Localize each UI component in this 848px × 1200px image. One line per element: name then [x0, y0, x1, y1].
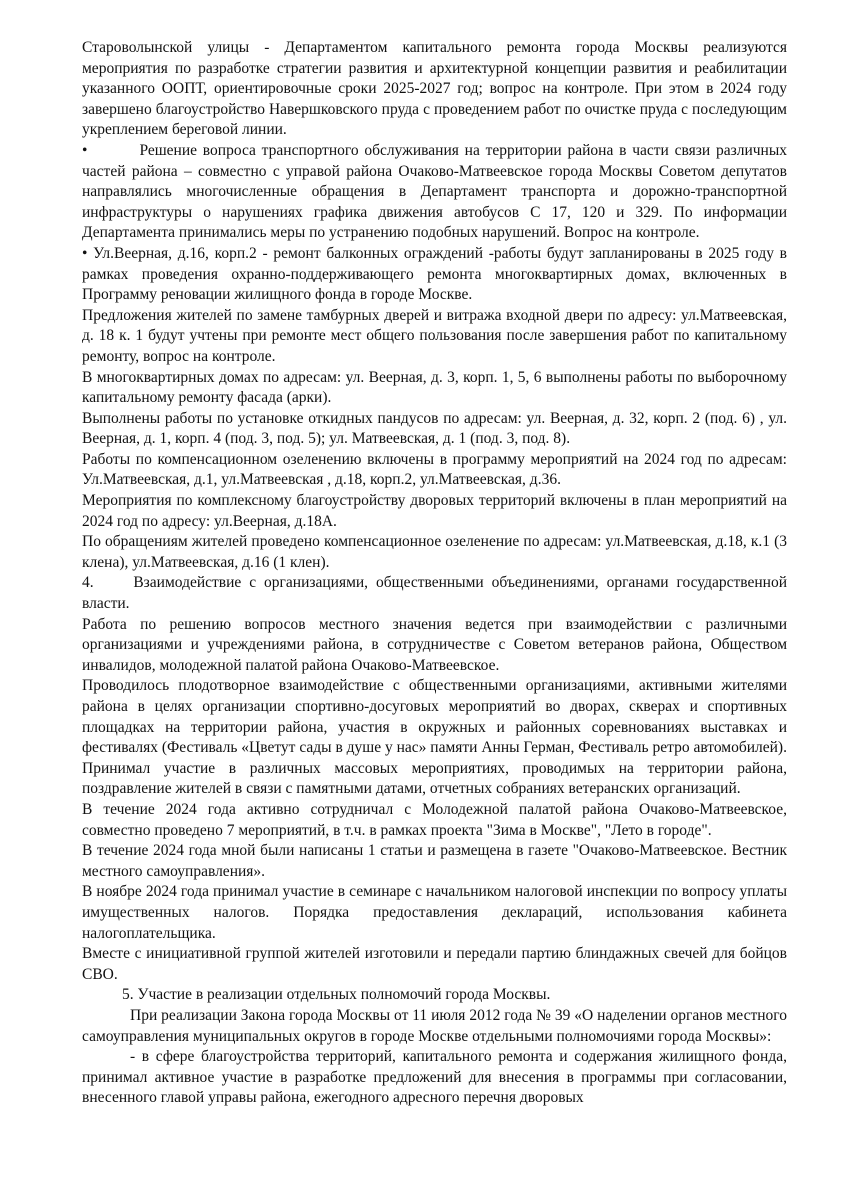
paragraph-facade-repair: В многоквартирных домах по адресам: ул. Веерная, д. 3, корп. 1, 5, 6 выполнены работы по выборочному капитальному ремонту фасада (арки). — [82, 368, 787, 407]
paragraph-public-organizations: Проводилось плодотворное взаимодействие с общественными организациями, активными жителями района в целях организации спортивно‑досуговых мероприятий во дворах, скверах и спортивных площадках на территории района, участия в окружных и районных соревнованиях выставках и фестивалях (Фестиваль «Цветут сады в душе у нас» памяти Анны Герман, Фестиваль ретро автомобилей). — [82, 677, 787, 757]
paragraph-improvement-sphere: - в сфере благоустройства территорий, капитального ремонта и содержания жилищного фонда, принимал активное участие в разработке предложений для внесения в программы при согласовании, внесенного главой управы района, ежегодного адресного перечня дворовых — [82, 1048, 787, 1107]
paragraph-staravolynskaya: Староволынской улицы - Департаментом капитального ремонта города Москвы реализуются мероприятия по разработке стратегии развития и архитектурной концепции развития и реабилитации указанного ООПТ, ориентировочные сроки 2025-2027 год; вопрос на контроле. При этом в 2024 году завершено благоустройство Навершковского пруда с проведением работ по очистке пруда с последующим укреплением береговой линии. — [82, 39, 787, 139]
paragraph-cooperation: Работа по решению вопросов местного значения ведется при взаимодействии с различными организациями и учреждениями района, в сотрудничестве с Советом ветеранов района, Обществом инвалидов, молодежной палатой района Очаково-Матвеевское. — [82, 615, 787, 674]
document-page — [82, 38, 787, 1109]
paragraph-mass-events: Принимал участие в различных массовых мероприятиях, проводимых на территории района, поздравление жителей в связи с памятными датами, отчетных собраниях ветеранских организаций. — [82, 759, 787, 798]
paragraph-moscow-law: При реализации Закона города Москвы от 11 июля 2012 года № 39 «О наделении органов местного самоуправления муниципальных округов в городе Москве отдельными полномочиями города Москвы»: — [82, 1006, 787, 1045]
paragraph-yard-improvement: Мероприятия по комплексному благоустройству дворовых территорий включены в план мероприятий на 2024 год по адресу: ул.Веерная, д.18А. — [82, 492, 787, 530]
paragraph-newspaper: В течение 2024 года мной были написаны 1 статьи и размещена в газете "Очаково-Матвеевское. Вестник местного самоуправления». — [82, 842, 787, 880]
paragraph-transport: • Решение вопроса транспортного обслуживания на территории района в части связи различных частей района – совместно с управой района Очаково-Матвеевское города Москвы Советом депутатов направлялись многочисленные обращения в Департамент транспорта и дорожно-транспортной инфраструктуры о нарушениях графика движения автобусов С 17, 120 и 329. По информации Департамента принимались меры по устранению подобных нарушений. Вопрос на контроле. — [82, 141, 787, 242]
paragraph-youth-chamber: В течение 2024 года активно сотрудничал с Молодежной палатой района Очаково-Матвеевское, совместно проведено 7 мероприятий, в т.ч. в рамках проекта "Зима в Москве", "Лето в городе". — [82, 800, 787, 839]
paragraph-tax-seminar: В ноябре 2024 года принимал участие в семинаре с начальником налоговой инспекции по вопросу уплаты имущественных налогов. Порядка предоставления деклараций, использования кабинета налогоплательщика. — [82, 883, 787, 942]
paragraph-resident-greening: По обращениям жителей проведено компенсационное озеленение по адресам: ул.Матвеевская, д.18, к.1 (3 клена), ул.Матвеевская, д.16 (1 клен). — [82, 533, 787, 571]
paragraph-ramps: Выполнены работы по установке откидных пандусов по адресам: ул. Веерная, д. 32, корп. 2 (под. 6) , ул. Веерная, д. 1, корп. 4 (под. 3, под. 5); ул. Матвеевская, д. 1 (под. 3, под. 8). — [82, 409, 787, 448]
paragraph-veernaya-balcony: • Ул.Веерная, д.16, корп.2 - ремонт балконных ограждений -работы будут запланированы в 2025 году в рамках проведения охранно-поддерживающего ремонта многоквартирных домах, включенных в Программу реновации жилищного фонда в городе Москве. — [82, 244, 787, 304]
paragraph-compensatory-greening: Работы по компенсационном озеленению включены в программу мероприятий на 2024 год по адресам: Ул.Матвеевская, д.1, ул.Матвеевская , д.18, корп.2, ул.Матвеевская, д.36. — [82, 450, 787, 489]
paragraph-trench-candles: Вместе с инициативной группой жителей изготовили и передали партию блиндажных свечей для бойцов СВО. — [82, 945, 787, 983]
section-heading-4: 4. Взаимодействие с организациями, общественными объединениями, органами государственной власти. — [82, 574, 787, 613]
section-heading-5: 5. Участие в реализации отдельных полномочий города Москвы. — [122, 986, 551, 1004]
paragraph-tambour-doors: Предложения жителей по замене тамбурных дверей и витража входной двери по адресу: ул.Матвеевская, д. 18 к. 1 будут учтены при ремонте мест общего пользования после завершения работ по капитальному ремонту, вопрос на контроле. — [82, 306, 787, 365]
